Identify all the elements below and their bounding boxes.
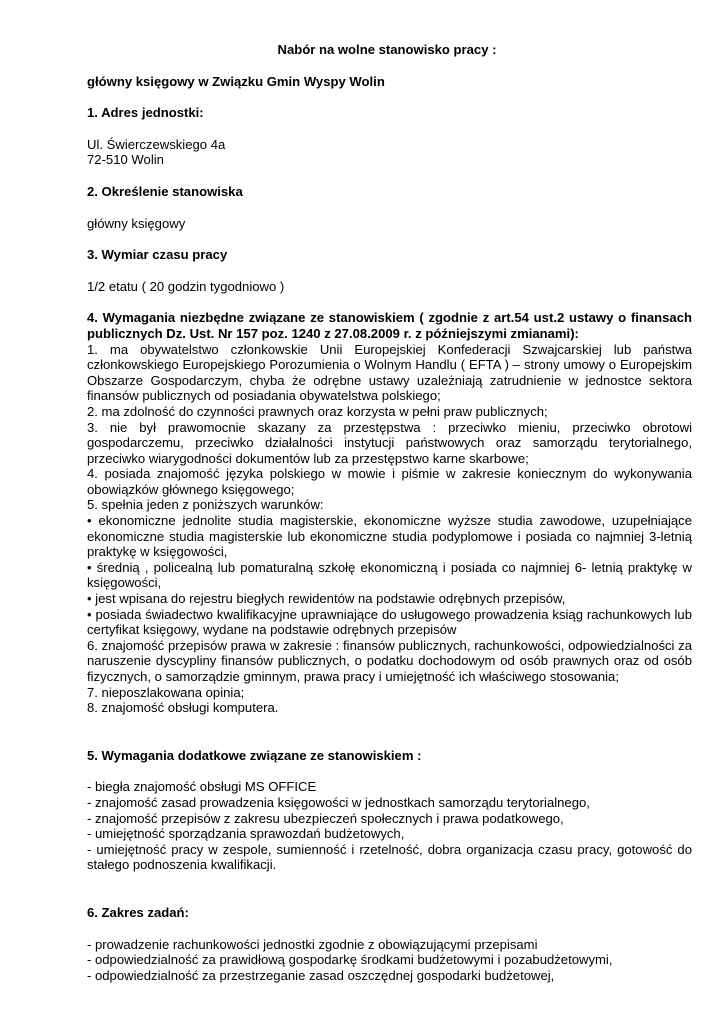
- page-title: Nabór na wolne stanowisko pracy :: [277, 42, 497, 57]
- requirement-bullet: • średnią , policealną lub pomaturalną szkołę ekonomiczną i posiada co najmniej 6- letnią praktykę w księgowości,: [87, 559, 692, 591]
- requirement-item: 6. znajomość przepisów prawa w zakresie : finansów publicznych, rachunkowości, odpowiedzialności za naruszenie dyscypliny finansów publicznych, o podatku dochodowym od osób prawnych oraz od osób fizycznych, o samorządzie gminnym, prawa pracy i umiejętność ich właściwego stosowania;: [87, 637, 692, 684]
- section-4-heading: 4. Wymagania niezbędne związane ze stanowiskiem ( zgodnie z art.54 ust.2 ustawy o finansach publicznych Dz. Ust. Nr 157 poz. 1240 z 27.08.2009 r. z późniejszymi zmianami):: [87, 310, 692, 341]
- requirement-bullet: • posiada świadectwo kwalifikacyjne uprawniające do usługowego prowadzenia ksiąg rachunkowych lub certyfikat księgowy, wydane na podstawie odrębnych przepisów: [87, 606, 692, 638]
- requirement-item: 1. ma obywatelstwo członkowskie Unii Europejskiej Konfederacji Szwajcarskiej lub państwa członkowskiego Europejskiego Porozumienia o Wolnym Handlu ( EFTA ) – strony umowy o Europejskim Obszarze Gospodarczym, chyba że odrębne ustawy uzależniają zatrudnienie w jednostce sektora finansów publicznych od posiadania obywatelstwa polskiego;: [87, 341, 692, 404]
- task-item: - odpowiedzialność za prawidłową gospodarkę środkami budżetowymi i pozabudżetowymi,: [87, 952, 613, 968]
- section-3-heading: 3. Wymiar czasu pracy: [87, 247, 228, 263]
- task-item: - prowadzenie rachunkowości jednostki zgodnie z obowiązującymi przepisami: [87, 936, 538, 952]
- section-2-heading: 2. Określenie stanowiska: [87, 183, 243, 199]
- page-subtitle: główny księgowy w Związku Gmin Wyspy Wolin: [87, 73, 385, 89]
- address-street: Ul. Świerczewskiego 4a: [87, 136, 226, 152]
- requirement-bullet: • ekonomiczne jednolite studia magisterskie, ekonomiczne wyższe studia zawodowe, uzupełniające ekonomiczne studia magisterskie lub ekonomiczne studia podyplomowe i posiada co najmniej 3-letnią praktykę w księgowości,: [87, 513, 692, 560]
- extra-requirement-item: - biegła znajomość obsługi MS OFFICE: [87, 779, 317, 795]
- address-city: 72-510 Wolin: [87, 152, 164, 168]
- task-item: - odpowiedzialność za przestrzeganie zasad oszczędnej gospodarki budżetowej,: [87, 967, 555, 983]
- requirement-item: 2. ma zdolność do czynności prawnych oraz korzysta w pełni praw publicznych;: [87, 403, 548, 419]
- extra-requirement-item: - znajomość zasad prowadzenia księgowości w jednostkach samorządu terytorialnego,: [87, 794, 590, 810]
- requirement-item: 5. spełnia jeden z poniższych warunków:: [87, 497, 324, 513]
- requirement-item: 3. nie był prawomocnie skazany za przestępstwa : przeciwko mieniu, przeciwko obrotowi gospodarczemu, przeciwko działalności instytucji państwowych oraz samorządu terytorialnego, przeciwko wiarygodności dokumentów lub za przestępstwo karne skarbowe;: [87, 419, 692, 466]
- section-6-heading: 6. Zakres zadań:: [87, 904, 189, 920]
- extra-requirement-item: - umiejętność pracy w zespole, sumienność i rzetelność, dobra organizacja czasu pracy, gotowość do stałego podnoszenia kwalifikacji.: [87, 841, 692, 873]
- extra-requirement-item: - umiejętność sporządzania sprawozdań budżetowych,: [87, 826, 405, 842]
- working-time: 1/2 etatu ( 20 godzin tygodniowo ): [87, 278, 285, 294]
- requirement-item: 4. posiada znajomość języka polskiego w mowie i piśmie w zakresie koniecznym do wykonywania obowiązków głównego księgowego;: [87, 466, 692, 497]
- requirement-item: 7. nieposzlakowana opinia;: [87, 684, 245, 700]
- section-5-heading: 5. Wymagania dodatkowe związane ze stanowiskiem :: [87, 747, 422, 763]
- extra-requirement-item: - znajomość przepisów z zakresu ubezpieczeń społecznych i prawa podatkowego,: [87, 810, 564, 826]
- requirement-item: 8. znajomość obsługi komputera.: [87, 700, 279, 716]
- requirement-bullet: • jest wpisana do rejestru biegłych rewidentów na podstawie odrębnych przepisów,: [87, 591, 566, 607]
- position-name: główny księgowy: [87, 215, 186, 231]
- section-1-heading: 1. Adres jednostki:: [87, 105, 204, 121]
